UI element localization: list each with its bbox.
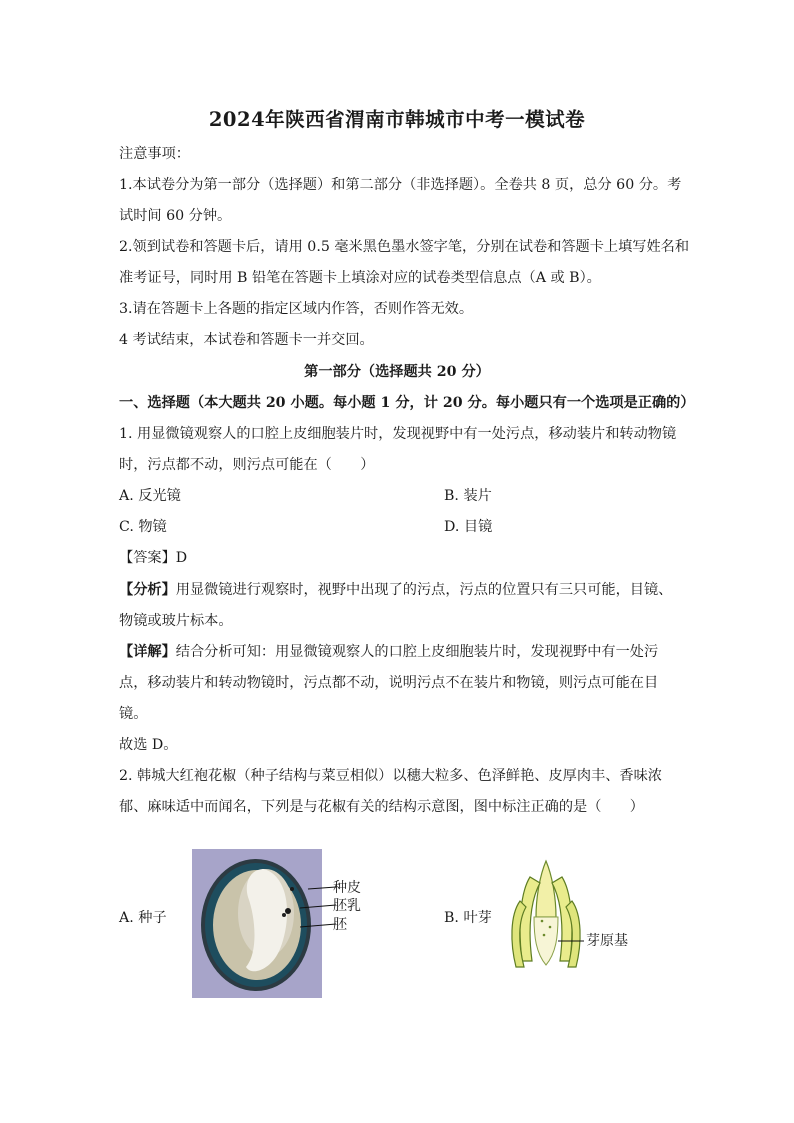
q1-stem: 1. 用显微镜观察人的口腔上皮细胞装片时，发现视野中有一处污点，移动装片和转动物镜: [119, 426, 677, 442]
detail-tag: 【详解】: [119, 644, 176, 660]
analysis-tag: 【分析】: [119, 582, 176, 598]
q2-option-a: A. 种子: [119, 910, 167, 926]
q1-analysis-cont: 物镜或玻片标本。: [119, 613, 233, 629]
q1-option-d: D. 目镜: [444, 519, 493, 535]
notice-item-1-cont: 试时间 60 分钟。: [119, 208, 232, 224]
notice-item-3: 3.请在答题卡上各题的指定区域内作答，否则作答无效。: [119, 301, 474, 317]
q2-stem: 2. 韩城大红袍花椒（种子结构与菜豆相似）以穗大粒多、色泽鲜艳、皮厚肉丰、香味浓: [119, 768, 662, 784]
bud-label-primordium: 芽原基: [586, 933, 628, 949]
q1-detail-cont: 点，移动装片和转动物镜时，污点都不动，说明污点不在装片和物镜，则污点可能在目: [119, 675, 659, 691]
q1-option-c: C. 物镜: [119, 519, 167, 535]
analysis-text: 用显微镜进行观察时，视野中出现了的污点，污点的位置只有三只可能，目镜、: [175, 582, 673, 598]
notice-item-4: 4 考试结束，本试卷和答题卡一并交回。: [119, 332, 374, 348]
seed-label-embryo: 胚: [333, 917, 347, 933]
part-heading: 第一部分（选择题共 20 分）: [304, 364, 490, 380]
page-title: 2024年陕西省渭南市韩城市中考一模试卷: [208, 108, 586, 131]
notice-heading: 注意事项：: [119, 146, 190, 162]
leaf-bud-illustration: [506, 857, 586, 972]
notice-item-2: 2.领到试卷和答题卡后，请用 0.5 毫米黑色墨水签字笔，分别在试卷和答题卡上填写姓名和: [119, 239, 690, 255]
q1-detail: [119, 642, 679, 662]
q1-conclusion: 故选 D。: [119, 737, 178, 753]
seed-label-endosperm: 胚乳: [333, 898, 361, 914]
q1-stem-cont: 时，污点都不动，则污点可能在（ ）: [119, 457, 375, 473]
seed-label-coat: 种皮: [333, 880, 361, 896]
q1-answer: 【答案】D: [119, 550, 188, 566]
q2-stem-cont: 郁、麻味适中而闻名，下列是与花椒有关的结构示意图，图中标注正确的是（ ）: [119, 799, 644, 815]
notice-item-1: 1.本试卷分为第一部分（选择题）和第二部分（非选择题）。全卷共 8 页，总分 60 分。考: [119, 177, 682, 193]
q2-option-b: B. 叶芽: [444, 910, 492, 926]
q1-option-b: B. 装片: [444, 488, 492, 504]
detail-text: 结合分析可知：用显微镜观察人的口腔上皮细胞装片时，发现视野中有一处污: [175, 644, 659, 660]
notice-item-2-cont: 准考证号，同时用 B 铅笔在答题卡上填涂对应的试卷类型信息点（A 或 B）。: [119, 270, 601, 286]
q1-option-a: A. 反光镜: [119, 488, 181, 504]
q1-detail-end: 镜。: [119, 706, 148, 722]
q1-analysis: [119, 580, 679, 600]
section-heading: 一、选择题（本大题共 20 小题。每小题 1 分，计 20 分。每小题只有一个选项是正确的）: [119, 395, 695, 411]
